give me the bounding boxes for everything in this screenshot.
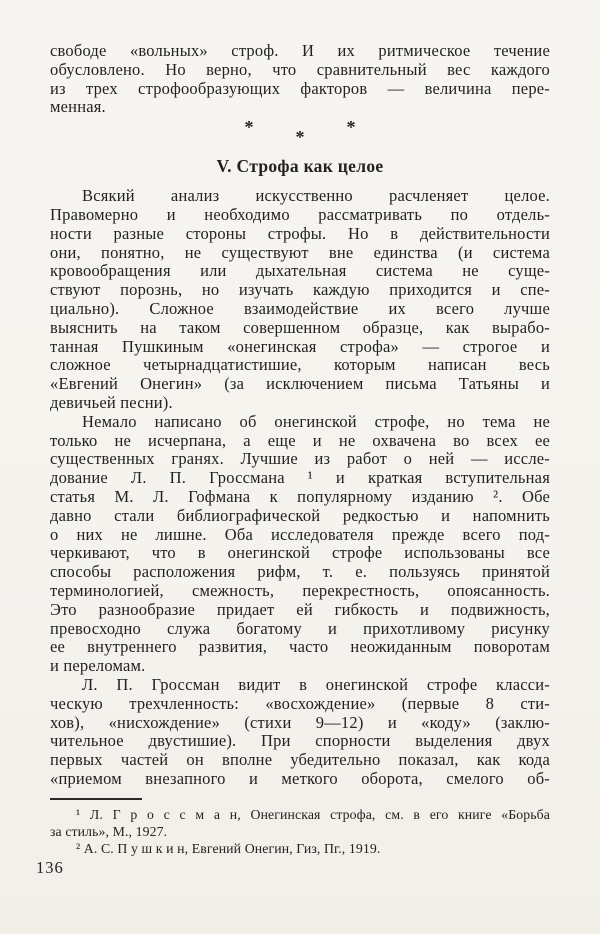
- text-line: и переломам.: [50, 656, 146, 676]
- asterisk-icon: *: [295, 127, 305, 148]
- asterisk-icon: *: [346, 117, 356, 138]
- text-line: за стиль», М., 1927.: [50, 823, 168, 839]
- paragraph: [50, 413, 550, 676]
- text-line: они, понятно, не существуют вне единства (и система: [50, 242, 550, 262]
- footnotes: [50, 806, 550, 858]
- footnote-rule: [50, 798, 142, 800]
- text-line: способы расположения рифм, т. е. пользуясь принятой: [50, 562, 550, 582]
- text-line: Л. П. Гроссман видит в онегинской строфе класси-: [82, 674, 550, 694]
- text-line: Правомерно и необходимо рассматривать по отдель-: [50, 204, 550, 224]
- text-line: о них не лишне. Оба исследователя прежде всего под-: [50, 524, 550, 544]
- section-separator: [50, 119, 550, 155]
- text-line: ее внутреннего развития, часто неожиданным поворотам: [50, 637, 550, 657]
- text-line: циально). Сложное взаимодействие их всего лучше: [50, 298, 550, 318]
- paragraph: [50, 187, 550, 413]
- text-line: менная.: [50, 97, 106, 117]
- paragraph: [50, 840, 550, 857]
- text-line: выяснить на таком совершенном образце, как вырабо-: [50, 317, 550, 337]
- text-line: Немало написано об онегинской строфе, но тема не: [82, 411, 550, 431]
- paragraph: [50, 676, 550, 789]
- text-line: черкивают, что в онегинской строфе использованы все: [50, 543, 550, 563]
- text-line: ности разные стороны строфы. Но в действительности: [50, 223, 550, 243]
- text-line: статья М. Л. Гофмана к популярному изданию ². Обе: [50, 486, 550, 506]
- text-line: существенных гранях. Лучшие из работ о ней — иссле-: [50, 449, 550, 469]
- text-line: чительное двустишие). При спорности выделения двух: [50, 731, 550, 751]
- text-line: «Евгений Онегин» (за исключением письма Татьяны и: [50, 374, 550, 394]
- paragraph-continuation: [50, 42, 550, 117]
- text-line: сложное четырнадцатистишие, которым написан весь: [50, 355, 550, 375]
- text-line: давно стали библиографической редкостью и напомнить: [50, 505, 550, 525]
- page-number: 136: [36, 858, 64, 877]
- text-line: девичьей песни).: [50, 392, 173, 412]
- text-line: ствуют порознь, но изучать каждую приходится и спе-: [50, 280, 550, 300]
- text-line: из трех строфообразующих факторов — величина пере-: [50, 78, 550, 98]
- text-line: обусловлено. Но верно, что сравнительный вес каждого: [50, 59, 550, 79]
- text-line: хов), «нисхождение» (стихи 9—12) и «коду» (заклю-: [50, 712, 550, 732]
- text-line: терминологией, смежность, перекрестность, опоясанность.: [50, 580, 550, 600]
- text-line: Это разнообразие придает ей гибкость и подвижность,: [50, 599, 550, 619]
- text-line: дование Л. П. Гроссмана ¹ и краткая вступительная: [50, 468, 550, 488]
- text-line: кровообращения или дыхательная система не суще-: [50, 261, 550, 281]
- text-line: ¹ Л. Г р о с с м а н, Онегинская строфа, см. в его книге «Борьба: [76, 806, 550, 822]
- text-line: превосходно служа богатому и прихотливому рисунку: [50, 618, 550, 638]
- text-line: «приемом внезапного и меткого оборота, смелого об-: [50, 768, 550, 788]
- text-line: свободе «вольных» строф. И их ритмическое течение: [50, 41, 550, 60]
- text-line: ² А. С. П у ш к и н, Евгений Онегин, Гиз, Пг., 1919.: [76, 841, 381, 857]
- text-line: первых частей он вполне убедительно показал, как кода: [50, 750, 550, 770]
- text-line: только не исчерпана, а еще и не охвачена во всех ее: [50, 430, 550, 450]
- text-line: танная Пушкиным «онегинская строфа» — строгое и: [50, 336, 550, 356]
- asterisk-icon: *: [244, 117, 254, 138]
- section-heading: V. Строфа как целое: [216, 156, 384, 177]
- paragraph: [50, 806, 550, 840]
- body-paragraphs: [50, 187, 550, 789]
- text-line: ческую трехчленность: «восхождение» (первые 8 сти-: [50, 693, 550, 713]
- text-line: Всякий анализ искусственно расчленяет целое.: [82, 186, 550, 206]
